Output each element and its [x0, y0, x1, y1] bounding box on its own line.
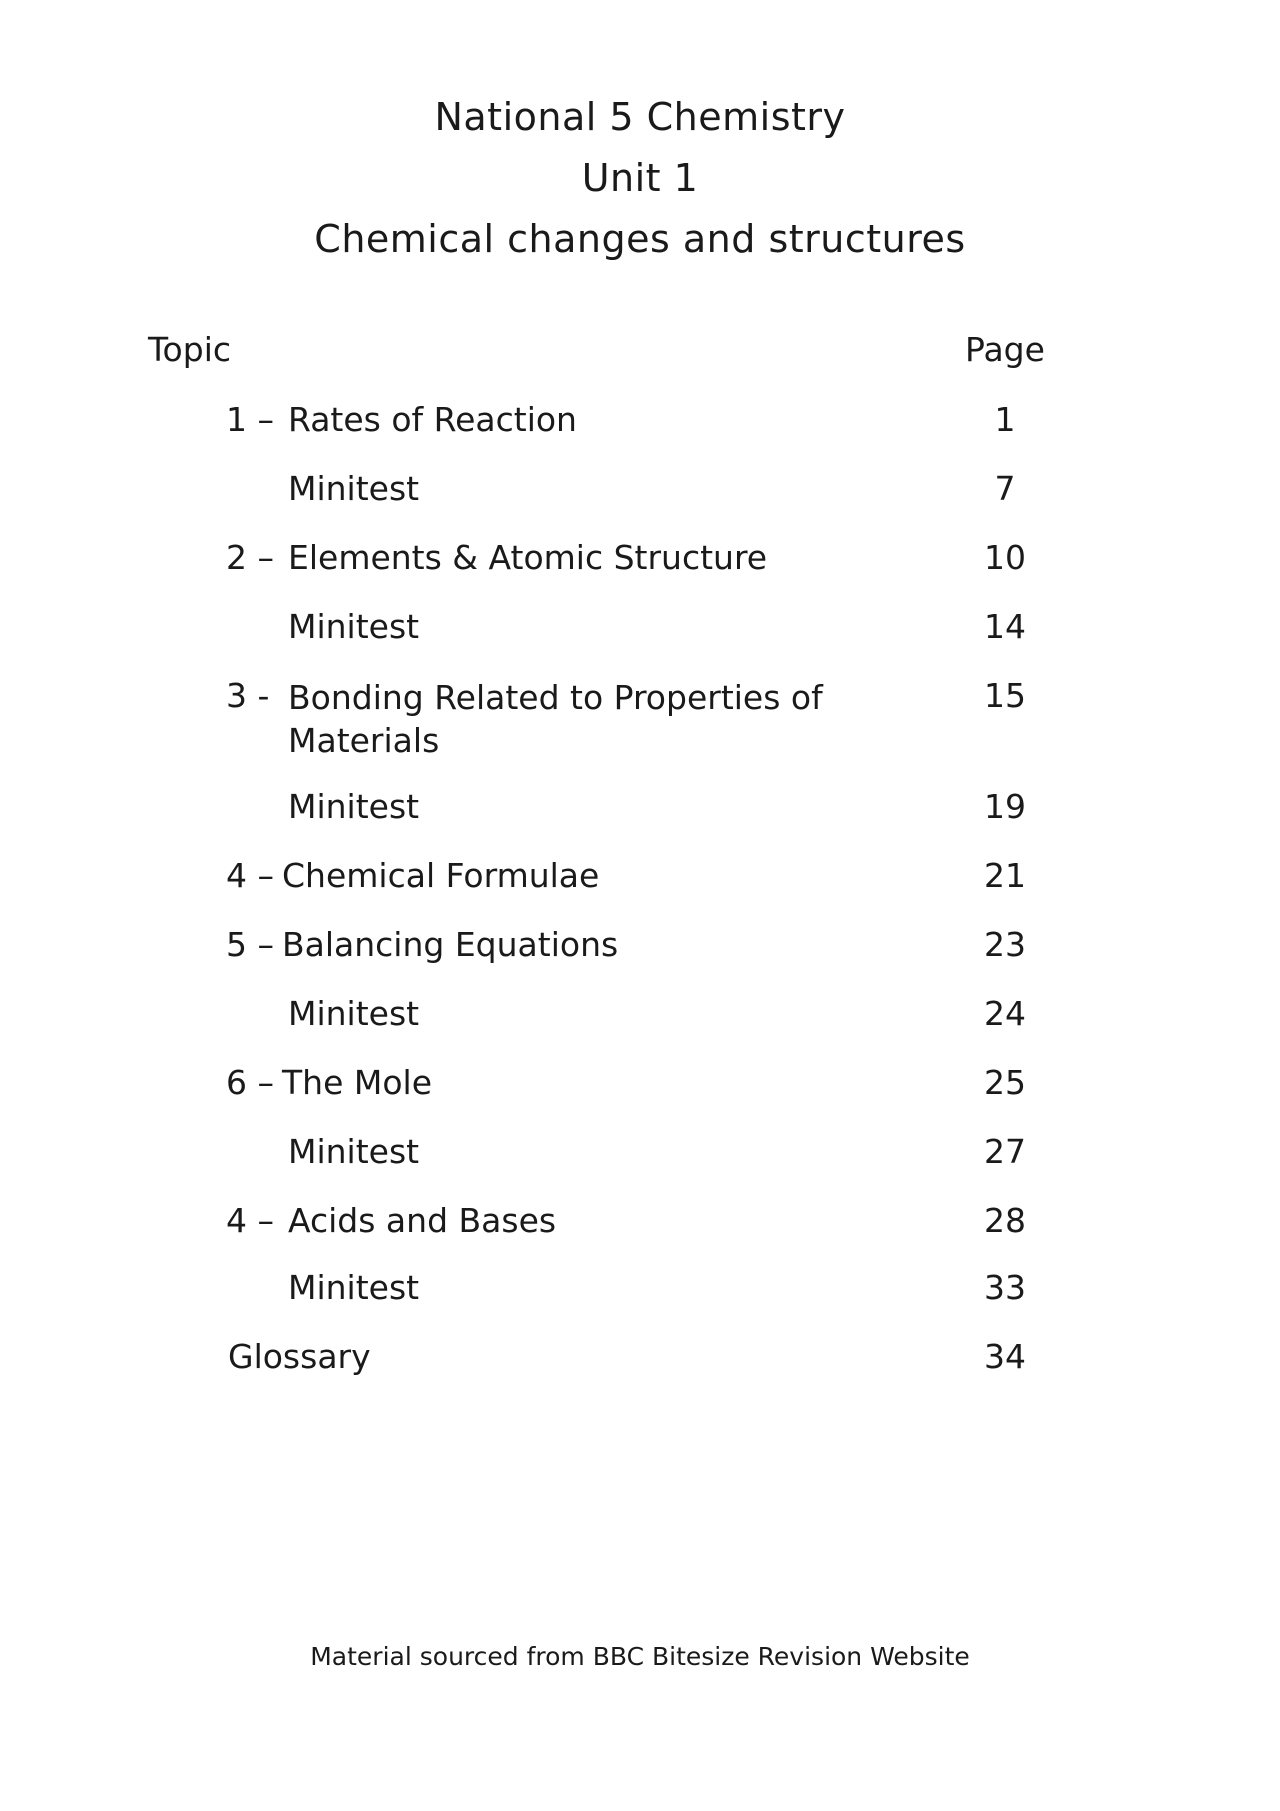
toc-entry-page: 10: [984, 538, 1026, 577]
source-footer: Material sourced from BBC Bitesize Revision Website: [310, 1642, 970, 1671]
toc-entry-number: 6 –: [226, 1063, 274, 1102]
toc-entry-number: 5 –: [226, 925, 274, 964]
toc-entry-number: 4 –: [226, 1201, 274, 1240]
toc-entry-page: 19: [984, 787, 1026, 826]
toc-entry-page: 28: [984, 1201, 1026, 1240]
title-line-course: National 5 Chemistry: [434, 95, 846, 139]
toc-entry-label: Minitest: [288, 994, 420, 1033]
toc-entry-page: 1: [994, 400, 1016, 439]
title-line-subject: Chemical changes and structures: [314, 217, 966, 261]
toc-entry-label: Minitest: [288, 607, 420, 646]
toc-entry-page: 21: [984, 856, 1026, 895]
toc-entry-page: 27: [984, 1132, 1026, 1171]
toc-entry-label: Acids and Bases: [288, 1201, 557, 1240]
toc-entry-page: 24: [984, 994, 1026, 1033]
toc-entry-label: Elements & Atomic Structure: [288, 538, 768, 577]
toc-entry-page: 33: [984, 1268, 1026, 1307]
toc-entry-page: 7: [994, 469, 1016, 508]
toc-entry-page: 25: [984, 1063, 1026, 1102]
toc-entry-number: 4 –: [226, 856, 274, 895]
toc-entry-label: Chemical Formulae: [282, 856, 600, 895]
toc-entry-label: Minitest: [288, 1132, 420, 1171]
toc-entry-label: Minitest: [288, 1268, 420, 1307]
toc-entry-label: Glossary: [228, 1337, 371, 1376]
toc-entry-label: Bonding Related to Properties of Materials: [288, 678, 823, 760]
toc-entry-label: Minitest: [288, 787, 420, 826]
toc-entry-page: 15: [984, 676, 1026, 715]
toc-topic-heading: Topic: [148, 330, 231, 369]
toc-entry-label: Rates of Reaction: [288, 400, 577, 439]
toc-entry-label: Balancing Equations: [282, 925, 619, 964]
toc-entry-number: 2 –: [226, 538, 274, 577]
toc-entry-label: The Mole: [282, 1063, 432, 1102]
toc-entry-number: 3 -: [226, 676, 270, 715]
toc-page-heading: Page: [965, 330, 1045, 369]
toc-entry-page: 23: [984, 925, 1026, 964]
toc-entry-page: 34: [984, 1337, 1026, 1376]
toc-entry-number: 1 –: [226, 400, 274, 439]
toc-entry-label: Minitest: [288, 469, 420, 508]
title-line-unit: Unit 1: [581, 156, 699, 200]
toc-entry-page: 14: [984, 607, 1026, 646]
